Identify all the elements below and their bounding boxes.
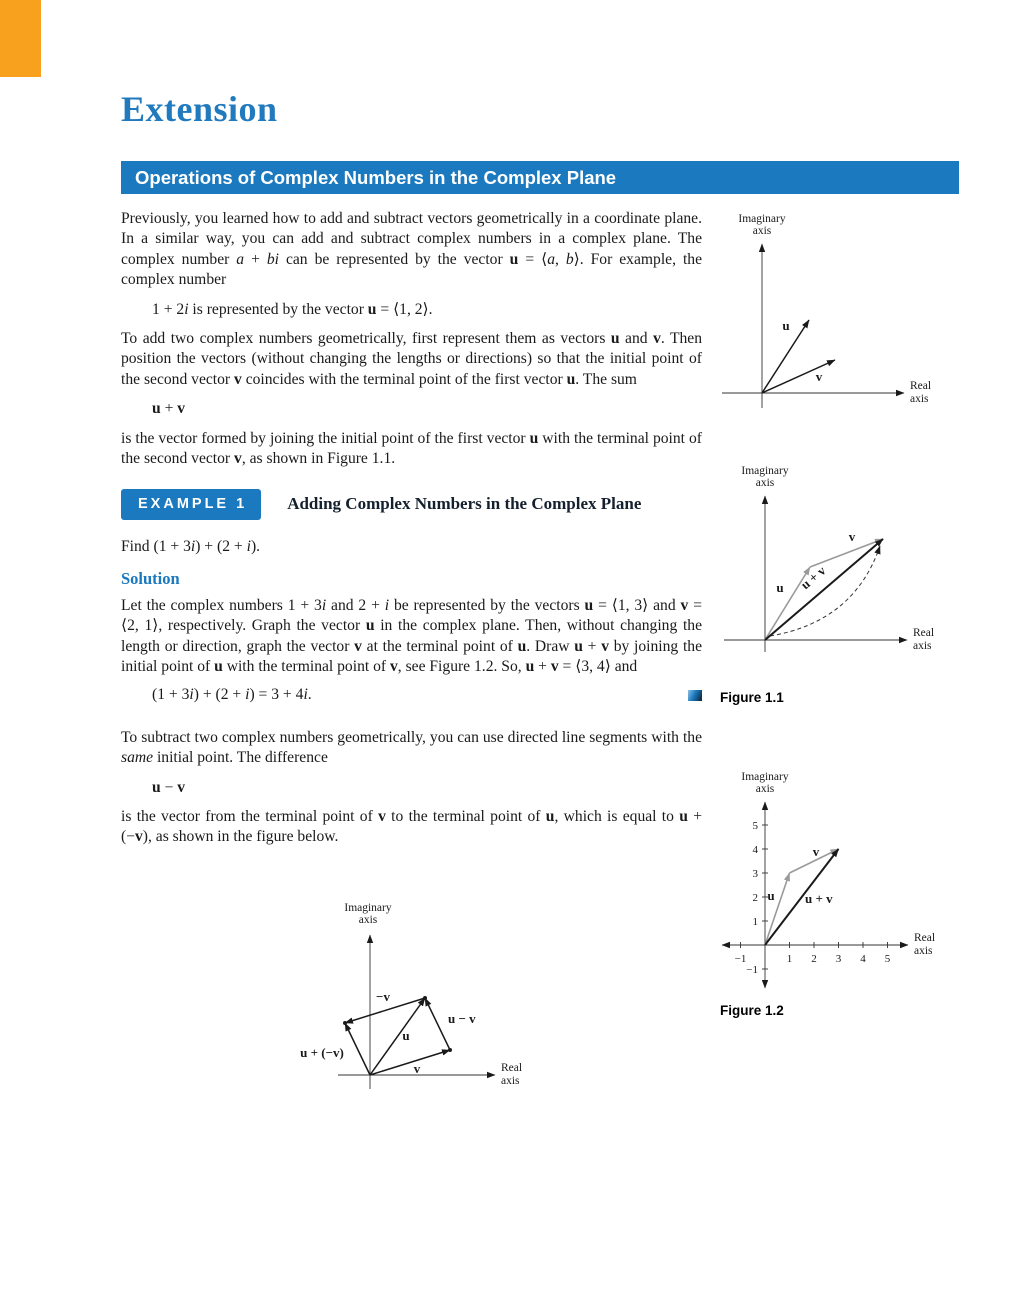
vector-v-label: v — [413, 1061, 421, 1076]
example-result-row — [152, 685, 702, 705]
imaginary-axis-label: Imaginary — [738, 213, 786, 225]
x-tick-label: 5 — [884, 953, 891, 965]
intro-display-line-1: 1 + 2i is represented by the vector u = ⟨1, 2⟩. — [152, 300, 433, 318]
intro-paragraph-3: is the vector formed by joining the initial point of the first vector u with the terminal point of the second vector v, as shown in Figure 1.1. — [121, 429, 702, 468]
x-tick-label: 2 — [811, 953, 817, 965]
vector-u-label: u — [767, 888, 775, 903]
point-u-plus-neg-v-tip — [343, 1021, 347, 1025]
example-title: Adding Complex Numbers in the Complex Plane — [287, 494, 642, 514]
x-tick-label: 4 — [860, 953, 866, 965]
subtract-paragraph-1: To subtract two complex numbers geometrically, you can use directed line segments with the same initial point. The difference — [121, 728, 702, 767]
vector-v-label: v — [812, 844, 820, 859]
vector-u-label: u — [776, 580, 784, 595]
vector-u-label: u — [782, 318, 790, 333]
difference-display-line: u − v — [152, 778, 186, 796]
main-text-column — [121, 209, 702, 848]
vector-u-gray — [765, 873, 790, 945]
sum-display-line: u + v — [152, 400, 186, 418]
subtract-paragraph-2: is the vector from the terminal point of v to the terminal point of u, which is equal to u + (−v), as shown in the figure below. — [121, 807, 702, 846]
real-axis-label: Real — [910, 380, 932, 392]
page-corner-decoration — [0, 0, 41, 77]
intro-paragraph-2: To add two complex numbers geometrically, first represent them as vectors u and v. Then position the vectors (without changing the lengths or directions) so that the initial point of the second vector v coincides with the terminal point of the first vector u. The sum — [121, 330, 702, 388]
vector-v-label: v — [815, 369, 823, 384]
solution-heading: Solution — [121, 569, 180, 589]
example-result-equation: (1 + 3i) + (2 + i) = 3 + 4i. — [152, 686, 312, 704]
svg-text:axis: axis — [914, 945, 933, 957]
example-badge: EXAMPLE 1 — [121, 489, 261, 519]
figure-1-2-caption: Figure 1.2 — [720, 1003, 784, 1018]
real-axis-label: Real — [914, 932, 936, 944]
x-tick-label: 3 — [835, 953, 842, 965]
vector-u-plus-v-label: u + v — [797, 562, 829, 593]
section-banner — [121, 161, 959, 194]
vector-v-label: v — [848, 529, 856, 544]
figure-1-1-caption: Figure 1.1 — [720, 690, 784, 705]
x-tick-label: 1 — [786, 953, 793, 965]
x-tick-label: −1 — [734, 953, 747, 965]
y-tick-label: −1 — [746, 964, 758, 976]
x-axis-tick-labels — [735, 953, 891, 965]
page-title: Extension — [121, 89, 278, 129]
vector-u-label: u — [402, 1028, 410, 1043]
end-of-example-marker — [688, 690, 702, 701]
vector-u-minus-v — [425, 998, 450, 1050]
svg-text:axis: axis — [501, 1075, 520, 1087]
figure-1-2-diagram — [712, 766, 952, 998]
y-axis-tick-labels — [746, 820, 758, 976]
vector-v — [370, 1050, 450, 1075]
imaginary-axis-label: Imaginary — [344, 902, 392, 914]
example-heading-row — [121, 489, 702, 519]
real-axis-label: Real — [913, 627, 935, 639]
subtraction-diagram — [290, 897, 550, 1102]
vector-u-minus-v-label: u − v — [448, 1011, 476, 1026]
solution-paragraph: Let the complex numbers 1 + 3i and 2 + i be represented by the vectors u = ⟨1, 3⟩ and v = ⟨2, 1⟩, respectively. Graph the vector u in the complex plane. Then, without changing the length or direction, graph the vector v at the terminal point of u. Draw u + v by joining the initial point of u with the terminal point of v, see Figure 1.2. So, u + v = ⟨3, 4⟩ and — [121, 596, 702, 675]
imaginary-axis-label: Imaginary — [741, 771, 789, 783]
example-find-line: Find (1 + 3i) + (2 + i). — [121, 537, 261, 555]
svg-text:axis: axis — [913, 640, 932, 652]
vector-u-plus-neg-v-label: u + (−v) — [300, 1045, 344, 1060]
point-v-tip — [448, 1048, 452, 1052]
vector-u-plus-v-label: u + v — [805, 891, 833, 906]
svg-text:axis: axis — [358, 914, 378, 926]
svg-text:axis: axis — [755, 477, 775, 489]
figure-1-1-bottom-diagram — [712, 460, 952, 675]
y-tick-label: 3 — [752, 868, 758, 880]
y-tick-label: 5 — [752, 820, 758, 832]
y-tick-label: 4 — [752, 844, 758, 856]
intro-paragraph-1: Previously, you learned how to add and subtract vectors geometrically in a coordinate plane. In a similar way, you can add and subtract complex numbers in a complex plane. The complex number a + bi can be represented by the vector u = ⟨a, b⟩. For example, the complex number — [121, 210, 702, 289]
section-banner-text: Operations of Complex Numbers in the Complex Plane — [135, 167, 617, 188]
real-axis-label: Real — [501, 1062, 523, 1074]
vector-u-plus-neg-v — [345, 1023, 370, 1075]
y-tick-label: 1 — [752, 916, 758, 928]
vector-v-gray — [810, 539, 883, 567]
y-tick-label: 2 — [752, 892, 758, 904]
vector-neg-v-label: −v — [376, 989, 390, 1004]
imaginary-axis-label: Imaginary — [741, 465, 789, 477]
svg-text:axis: axis — [910, 393, 929, 405]
svg-text:axis: axis — [752, 225, 772, 237]
point-u-tip — [423, 996, 427, 1000]
figure-1-1-top-diagram — [712, 208, 952, 418]
svg-text:axis: axis — [755, 783, 775, 795]
